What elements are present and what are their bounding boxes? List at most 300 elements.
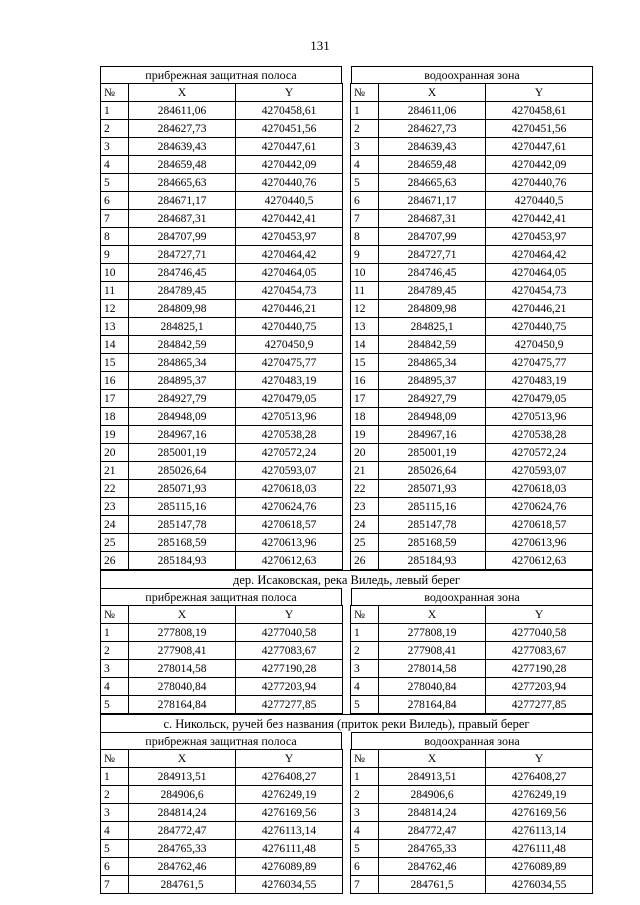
point-number: 24 (351, 516, 379, 534)
coordinate-section (100, 66, 593, 570)
x-coordinate: 278164,84 (379, 696, 486, 714)
header-number: № (351, 606, 379, 624)
header-y: Y (486, 750, 593, 768)
x-coordinate: 284639,43 (129, 138, 236, 156)
table-row (101, 822, 343, 840)
x-coordinate: 278040,84 (129, 678, 236, 696)
header-number: № (351, 750, 379, 768)
y-coordinate: 4270440,5 (486, 192, 593, 210)
y-coordinate: 4270479,05 (236, 390, 343, 408)
y-coordinate: 4270442,09 (486, 156, 593, 174)
x-coordinate: 284809,98 (379, 300, 486, 318)
header-x: X (129, 750, 236, 768)
table-row (351, 444, 593, 462)
x-coordinate: 284687,31 (129, 210, 236, 228)
table-row (351, 192, 593, 210)
table-row (101, 678, 343, 696)
x-coordinate: 284948,09 (129, 408, 236, 426)
y-coordinate: 4270483,19 (236, 372, 343, 390)
x-coordinate: 284814,24 (379, 804, 486, 822)
y-coordinate: 4270440,5 (236, 192, 343, 210)
x-coordinate: 277908,41 (379, 642, 486, 660)
x-coordinate: 284665,63 (379, 174, 486, 192)
table-row (351, 354, 593, 372)
y-coordinate: 4270464,05 (236, 264, 343, 282)
y-coordinate: 4270458,61 (486, 102, 593, 120)
x-coordinate: 284772,47 (129, 822, 236, 840)
point-number: 4 (101, 156, 129, 174)
y-coordinate: 4270440,76 (236, 174, 343, 192)
x-coordinate: 284707,99 (129, 228, 236, 246)
table-header-row (101, 84, 343, 102)
y-coordinate: 4276113,14 (486, 822, 593, 840)
y-coordinate: 4277190,28 (486, 660, 593, 678)
table-row (101, 804, 343, 822)
table-row (101, 282, 343, 300)
table-row (351, 768, 593, 786)
table-row (101, 462, 343, 480)
x-coordinate: 284842,59 (129, 336, 236, 354)
point-number: 16 (351, 372, 379, 390)
y-coordinate: 4270442,41 (236, 210, 343, 228)
table-row (101, 696, 343, 714)
table-row (101, 660, 343, 678)
y-coordinate: 4270454,73 (236, 282, 343, 300)
point-number: 6 (351, 192, 379, 210)
y-coordinate: 4270475,77 (236, 354, 343, 372)
table-row (351, 534, 593, 552)
table-row (351, 390, 593, 408)
table-header-row (351, 84, 593, 102)
x-coordinate: 284765,33 (379, 840, 486, 858)
y-coordinate: 4270440,75 (236, 318, 343, 336)
y-coordinate: 4270451,56 (486, 120, 593, 138)
point-number: 12 (101, 300, 129, 318)
water-zone-title: водоохранная зона (351, 588, 593, 605)
y-coordinate: 4276089,89 (236, 858, 343, 876)
point-number: 17 (101, 390, 129, 408)
y-coordinate: 4270447,61 (486, 138, 593, 156)
table-row (101, 786, 343, 804)
point-number: 8 (101, 228, 129, 246)
x-coordinate: 284627,73 (129, 120, 236, 138)
y-coordinate: 4276111,48 (486, 840, 593, 858)
table-row (351, 246, 593, 264)
x-coordinate: 285168,59 (129, 534, 236, 552)
table-row (101, 228, 343, 246)
point-number: 25 (351, 534, 379, 552)
x-coordinate: 278164,84 (129, 696, 236, 714)
table-row (351, 642, 593, 660)
header-y: Y (486, 84, 593, 102)
y-coordinate: 4270613,96 (486, 534, 593, 552)
point-number: 13 (351, 318, 379, 336)
y-coordinate: 4270513,96 (486, 408, 593, 426)
point-number: 2 (101, 642, 129, 660)
y-coordinate: 4276249,19 (236, 786, 343, 804)
point-number: 3 (101, 138, 129, 156)
table-row (101, 858, 343, 876)
table-row (101, 354, 343, 372)
point-number: 2 (351, 642, 379, 660)
x-coordinate: 285115,16 (129, 498, 236, 516)
y-coordinate: 4277203,94 (236, 678, 343, 696)
x-coordinate: 284865,34 (379, 354, 486, 372)
table-row (351, 210, 593, 228)
x-coordinate: 284948,09 (379, 408, 486, 426)
table-row (101, 534, 343, 552)
table-row (101, 408, 343, 426)
coordinate-section (100, 714, 593, 894)
y-coordinate: 4270450,9 (236, 336, 343, 354)
header-number: № (101, 84, 129, 102)
x-coordinate: 284659,48 (379, 156, 486, 174)
water-zone-table (350, 83, 593, 570)
table-row (101, 102, 343, 120)
y-coordinate: 4270447,61 (236, 138, 343, 156)
section-caption: с. Никольск, ручей без названия (приток реки Виледь), правый берег (100, 714, 593, 732)
point-number: 22 (351, 480, 379, 498)
table-row (101, 210, 343, 228)
table-row (351, 696, 593, 714)
point-number: 20 (101, 444, 129, 462)
y-coordinate: 4270612,63 (486, 552, 593, 570)
x-coordinate: 284927,79 (379, 390, 486, 408)
table-row (351, 300, 593, 318)
header-number: № (101, 750, 129, 768)
header-x: X (379, 84, 486, 102)
table-row (351, 318, 593, 336)
point-number: 15 (101, 354, 129, 372)
y-coordinate: 4270464,05 (486, 264, 593, 282)
point-number: 1 (101, 102, 129, 120)
x-coordinate: 284762,46 (129, 858, 236, 876)
y-coordinate: 4277040,58 (236, 624, 343, 642)
y-coordinate: 4276111,48 (236, 840, 343, 858)
y-coordinate: 4276089,89 (486, 858, 593, 876)
point-number: 21 (101, 462, 129, 480)
y-coordinate: 4270618,03 (486, 480, 593, 498)
x-coordinate: 285001,19 (129, 444, 236, 462)
y-coordinate: 4270612,63 (236, 552, 343, 570)
table-row (101, 192, 343, 210)
point-number: 4 (101, 822, 129, 840)
y-coordinate: 4270442,41 (486, 210, 593, 228)
shore-strip-title: прибрежная защитная полоса (100, 66, 342, 83)
point-number: 20 (351, 444, 379, 462)
shore-strip-title: прибрежная защитная полоса (100, 732, 342, 749)
table-row (351, 516, 593, 534)
x-coordinate: 284814,24 (129, 804, 236, 822)
y-coordinate: 4270483,19 (486, 372, 593, 390)
header-y: Y (236, 750, 343, 768)
x-coordinate: 284967,16 (379, 426, 486, 444)
point-number: 11 (101, 282, 129, 300)
x-coordinate: 278040,84 (379, 678, 486, 696)
point-number: 6 (101, 858, 129, 876)
y-coordinate: 4270572,24 (236, 444, 343, 462)
y-coordinate: 4270453,97 (236, 228, 343, 246)
y-coordinate: 4270440,76 (486, 174, 593, 192)
point-number: 12 (351, 300, 379, 318)
shore-strip-table (100, 749, 343, 894)
x-coordinate: 284761,5 (129, 876, 236, 894)
x-coordinate: 284659,48 (129, 156, 236, 174)
point-number: 18 (101, 408, 129, 426)
point-number: 15 (351, 354, 379, 372)
table-row (101, 480, 343, 498)
water-zone-table (350, 749, 593, 894)
x-coordinate: 284746,45 (379, 264, 486, 282)
coordinates-document (100, 66, 593, 894)
table-row (351, 228, 593, 246)
table-row (351, 678, 593, 696)
y-coordinate: 4276169,56 (236, 804, 343, 822)
table-row (351, 138, 593, 156)
point-number: 13 (101, 318, 129, 336)
y-coordinate: 4276034,55 (236, 876, 343, 894)
x-coordinate: 285026,64 (379, 462, 486, 480)
point-number: 26 (101, 552, 129, 570)
table-row (351, 822, 593, 840)
point-number: 4 (351, 156, 379, 174)
x-coordinate: 284809,98 (129, 300, 236, 318)
point-number: 1 (351, 624, 379, 642)
x-coordinate: 277808,19 (379, 624, 486, 642)
point-number: 23 (101, 498, 129, 516)
header-x: X (379, 750, 486, 768)
point-number: 25 (101, 534, 129, 552)
y-coordinate: 4276249,19 (486, 786, 593, 804)
y-coordinate: 4277040,58 (486, 624, 593, 642)
y-coordinate: 4270458,61 (236, 102, 343, 120)
point-number: 1 (101, 768, 129, 786)
point-number: 5 (101, 840, 129, 858)
y-coordinate: 4270442,09 (236, 156, 343, 174)
table-row (351, 174, 593, 192)
table-row (101, 300, 343, 318)
x-coordinate: 285168,59 (379, 534, 486, 552)
x-coordinate: 284825,1 (379, 318, 486, 336)
point-number: 8 (351, 228, 379, 246)
x-coordinate: 284639,43 (379, 138, 486, 156)
table-row (101, 840, 343, 858)
point-number: 6 (351, 858, 379, 876)
y-coordinate: 4270446,21 (486, 300, 593, 318)
table-row (351, 876, 593, 894)
table-row (351, 840, 593, 858)
header-x: X (129, 84, 236, 102)
point-number: 19 (101, 426, 129, 444)
table-row (101, 426, 343, 444)
point-number: 3 (351, 138, 379, 156)
y-coordinate: 4277083,67 (486, 642, 593, 660)
point-number: 9 (351, 246, 379, 264)
x-coordinate: 284765,33 (129, 840, 236, 858)
x-coordinate: 277808,19 (129, 624, 236, 642)
x-coordinate: 284727,71 (379, 246, 486, 264)
x-coordinate: 284865,34 (129, 354, 236, 372)
point-number: 2 (101, 786, 129, 804)
point-number: 10 (101, 264, 129, 282)
x-coordinate: 284842,59 (379, 336, 486, 354)
table-row (101, 318, 343, 336)
y-coordinate: 4277190,28 (236, 660, 343, 678)
point-number: 4 (351, 822, 379, 840)
y-coordinate: 4270479,05 (486, 390, 593, 408)
y-coordinate: 4276408,27 (486, 768, 593, 786)
x-coordinate: 284762,46 (379, 858, 486, 876)
x-coordinate: 284895,37 (379, 372, 486, 390)
header-number: № (351, 84, 379, 102)
x-coordinate: 284789,45 (129, 282, 236, 300)
point-number: 16 (101, 372, 129, 390)
y-coordinate: 4270464,42 (486, 246, 593, 264)
table-row (351, 372, 593, 390)
table-row (351, 858, 593, 876)
point-number: 7 (101, 876, 129, 894)
table-row (101, 498, 343, 516)
table-row (351, 786, 593, 804)
y-coordinate: 4270453,97 (486, 228, 593, 246)
y-coordinate: 4270618,03 (236, 480, 343, 498)
table-row (351, 120, 593, 138)
table-row (351, 102, 593, 120)
x-coordinate: 278014,58 (129, 660, 236, 678)
y-coordinate: 4270618,57 (486, 516, 593, 534)
y-coordinate: 4270618,57 (236, 516, 343, 534)
x-coordinate: 284906,6 (379, 786, 486, 804)
x-coordinate: 284611,06 (129, 102, 236, 120)
header-x: X (379, 606, 486, 624)
header-y: Y (236, 84, 343, 102)
table-row (101, 390, 343, 408)
table-row (351, 408, 593, 426)
y-coordinate: 4270624,76 (486, 498, 593, 516)
point-number: 3 (351, 804, 379, 822)
point-number: 5 (351, 174, 379, 192)
point-number: 2 (351, 120, 379, 138)
x-coordinate: 284611,06 (379, 102, 486, 120)
point-number: 2 (101, 120, 129, 138)
point-number: 14 (351, 336, 379, 354)
x-coordinate: 284671,17 (129, 192, 236, 210)
x-coordinate: 285071,93 (129, 480, 236, 498)
x-coordinate: 285026,64 (129, 462, 236, 480)
coordinate-section (100, 570, 593, 714)
x-coordinate: 285001,19 (379, 444, 486, 462)
x-coordinate: 284825,1 (129, 318, 236, 336)
table-row (101, 444, 343, 462)
x-coordinate: 285147,78 (129, 516, 236, 534)
point-number: 7 (351, 876, 379, 894)
x-coordinate: 284772,47 (379, 822, 486, 840)
header-y: Y (486, 606, 593, 624)
y-coordinate: 4276169,56 (486, 804, 593, 822)
point-number: 5 (351, 696, 379, 714)
x-coordinate: 284906,6 (129, 786, 236, 804)
y-coordinate: 4270513,96 (236, 408, 343, 426)
table-row (101, 264, 343, 282)
table-header-row (101, 750, 343, 768)
point-number: 3 (101, 804, 129, 822)
x-coordinate: 285115,16 (379, 498, 486, 516)
x-coordinate: 284746,45 (129, 264, 236, 282)
x-coordinate: 285071,93 (379, 480, 486, 498)
point-number: 26 (351, 552, 379, 570)
table-row (101, 336, 343, 354)
table-row (101, 768, 343, 786)
water-zone-title: водоохранная зона (351, 66, 593, 83)
y-coordinate: 4270446,21 (236, 300, 343, 318)
point-number: 10 (351, 264, 379, 282)
x-coordinate: 284895,37 (129, 372, 236, 390)
y-coordinate: 4270572,24 (486, 444, 593, 462)
point-number: 22 (101, 480, 129, 498)
table-row (101, 624, 343, 642)
point-number: 24 (101, 516, 129, 534)
x-coordinate: 284913,51 (379, 768, 486, 786)
y-coordinate: 4270538,28 (486, 426, 593, 444)
table-row (351, 264, 593, 282)
table-header-row (101, 606, 343, 624)
y-coordinate: 4276113,14 (236, 822, 343, 840)
x-coordinate: 284967,16 (129, 426, 236, 444)
table-row (351, 336, 593, 354)
x-coordinate: 285147,78 (379, 516, 486, 534)
page-number: 131 (310, 38, 330, 53)
point-number: 9 (101, 246, 129, 264)
y-coordinate: 4277277,85 (236, 696, 343, 714)
shore-strip-table (100, 83, 343, 570)
point-number: 5 (351, 840, 379, 858)
y-coordinate: 4270475,77 (486, 354, 593, 372)
shore-strip-title: прибрежная защитная полоса (100, 588, 342, 605)
point-number: 14 (101, 336, 129, 354)
y-coordinate: 4276034,55 (486, 876, 593, 894)
table-row (101, 138, 343, 156)
table-row (101, 372, 343, 390)
table-row (101, 120, 343, 138)
y-coordinate: 4270464,42 (236, 246, 343, 264)
table-row (351, 804, 593, 822)
x-coordinate: 284727,71 (129, 246, 236, 264)
point-number: 5 (101, 174, 129, 192)
y-coordinate: 4270593,07 (486, 462, 593, 480)
y-coordinate: 4277277,85 (486, 696, 593, 714)
x-coordinate: 284707,99 (379, 228, 486, 246)
point-number: 7 (351, 210, 379, 228)
y-coordinate: 4270450,9 (486, 336, 593, 354)
point-number: 21 (351, 462, 379, 480)
table-row (351, 498, 593, 516)
y-coordinate: 4270538,28 (236, 426, 343, 444)
table-row (351, 552, 593, 570)
table-row (351, 462, 593, 480)
table-row (351, 426, 593, 444)
table-row (351, 480, 593, 498)
y-coordinate: 4270440,75 (486, 318, 593, 336)
point-number: 5 (101, 696, 129, 714)
point-number: 19 (351, 426, 379, 444)
point-number: 17 (351, 390, 379, 408)
header-x: X (129, 606, 236, 624)
y-coordinate: 4270613,96 (236, 534, 343, 552)
x-coordinate: 284761,5 (379, 876, 486, 894)
x-coordinate: 284789,45 (379, 282, 486, 300)
x-coordinate: 284687,31 (379, 210, 486, 228)
x-coordinate: 284627,73 (379, 120, 486, 138)
